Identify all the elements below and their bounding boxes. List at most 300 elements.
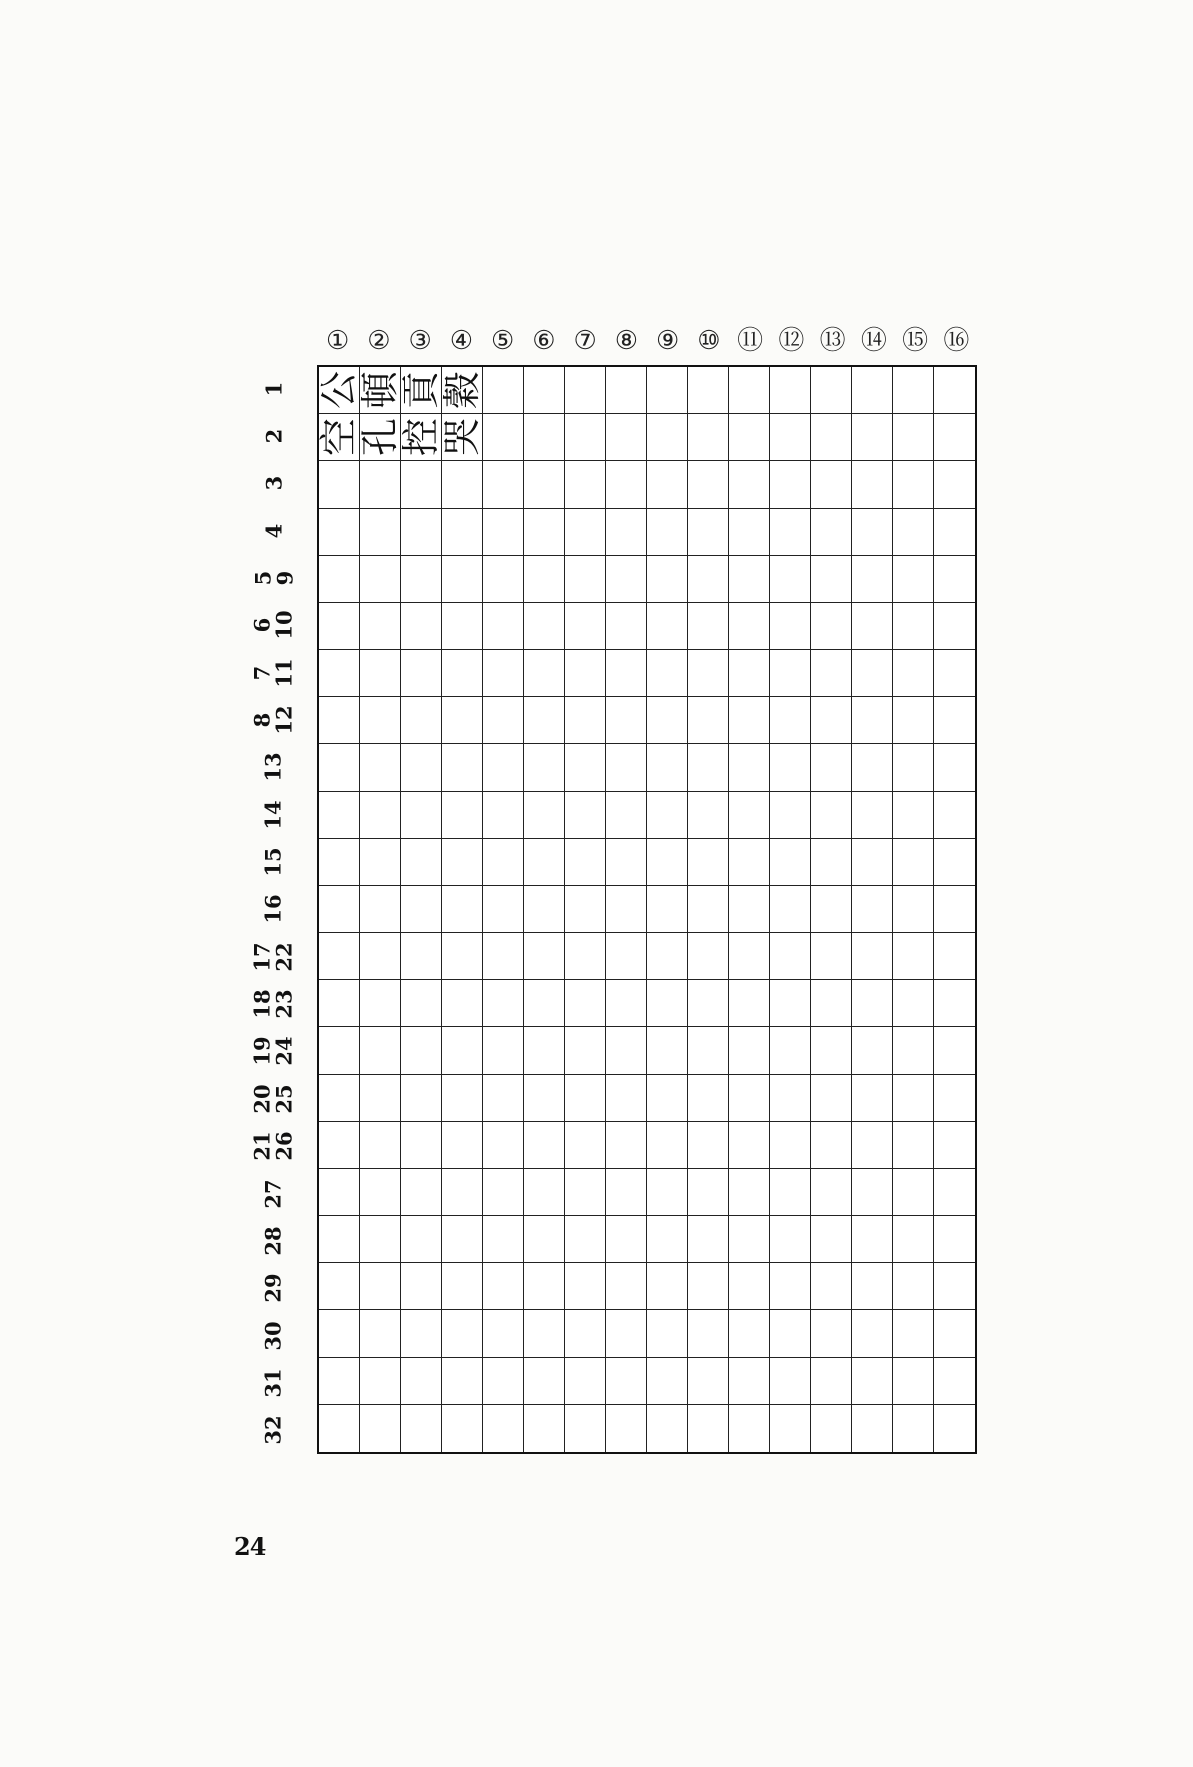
- grid-cell: [770, 1075, 811, 1122]
- grid-cell: [688, 697, 729, 744]
- grid-cell: [852, 886, 893, 933]
- grid-cell: [565, 367, 606, 414]
- grid-cell: [606, 1358, 647, 1405]
- grid-cell: [770, 839, 811, 886]
- grid-cell: [442, 839, 483, 886]
- grid-cell: [606, 414, 647, 461]
- grid-cell: [893, 603, 934, 650]
- grid-cell: [934, 1263, 975, 1310]
- column-header: ⑧: [614, 326, 639, 356]
- grid-cell: [360, 556, 401, 603]
- grid-cell: [688, 1358, 729, 1405]
- column-header: ⑩: [697, 326, 721, 356]
- grid-cell: [357, 367, 402, 414]
- grid-cell: [770, 886, 811, 933]
- grid-cell: [606, 1122, 647, 1169]
- row-label-number: 8: [249, 712, 275, 728]
- row-label-number: 32: [260, 1415, 286, 1445]
- grid-cell: [483, 1358, 524, 1405]
- row-label-number: 19: [249, 1036, 275, 1067]
- column-header: ⑥: [532, 326, 556, 356]
- grid-cell: [606, 461, 647, 508]
- grid-cell: [811, 461, 852, 508]
- grid-cell: [770, 1216, 811, 1263]
- grid-cell: [770, 1027, 811, 1074]
- grid-cell: [483, 461, 524, 508]
- grid-cell: [483, 1075, 524, 1122]
- page-number: 24: [234, 1532, 266, 1561]
- grid-cell: [729, 933, 770, 980]
- grid-cell: [319, 886, 360, 933]
- row-label: [246, 507, 302, 554]
- grid-cell: [360, 1122, 401, 1169]
- grid-cell: [401, 933, 442, 980]
- grid-cell: [688, 744, 729, 791]
- grid-cell: [811, 886, 852, 933]
- row-label-number: 26: [271, 1131, 297, 1161]
- grid-cell: [770, 556, 811, 603]
- grid-cell: [729, 792, 770, 839]
- grid-cell: [524, 1122, 565, 1169]
- grid-cell: [565, 1216, 606, 1263]
- row-label-number: 16: [260, 894, 286, 925]
- grid-cell: [319, 933, 360, 980]
- grid-cell: [483, 603, 524, 650]
- grid-cell: [934, 1027, 975, 1074]
- grid-cell: [319, 1122, 360, 1169]
- grid-cell: [442, 603, 483, 650]
- grid-cell: [852, 697, 893, 744]
- grid-cell: [483, 792, 524, 839]
- grid-cell: [483, 886, 524, 933]
- grid-cell: [524, 1405, 565, 1452]
- grid-cell: [852, 1405, 893, 1452]
- grid-cell: [442, 1263, 483, 1310]
- grid-cell: [934, 650, 975, 697]
- grid-cell: [565, 1169, 606, 1216]
- row-label-number: 25: [271, 1084, 297, 1114]
- grid-cell: [606, 980, 647, 1027]
- grid-cell: [852, 367, 893, 414]
- grid-cell: [319, 1027, 360, 1074]
- grid-cell: [688, 1310, 729, 1357]
- grid-cell: [688, 1122, 729, 1169]
- grid-cell: [442, 1216, 483, 1263]
- grid-cell: [442, 1075, 483, 1122]
- grid-cell: [442, 933, 483, 980]
- grid-cell: [729, 414, 770, 461]
- grid-cell: [442, 744, 483, 791]
- row-label: [246, 460, 302, 507]
- grid-cell: [360, 603, 401, 650]
- grid-cell: [483, 1216, 524, 1263]
- grid-cell: [934, 886, 975, 933]
- grid-cell: [319, 1169, 360, 1216]
- grid-cell: [852, 1169, 893, 1216]
- grid-cell: [565, 697, 606, 744]
- column-header: ⑮: [902, 326, 929, 356]
- grid-cell: [647, 1075, 688, 1122]
- grid-cell: [893, 1075, 934, 1122]
- row-label-number: 20: [249, 1084, 275, 1114]
- grid-cell: [524, 839, 565, 886]
- grid-cell: [524, 1075, 565, 1122]
- column-header: ③: [408, 326, 432, 356]
- column-header: ①: [325, 326, 350, 356]
- grid-cell: [893, 556, 934, 603]
- grid-cell: [401, 1027, 442, 1074]
- grid-cell: [688, 556, 729, 603]
- grid-cell: [606, 556, 647, 603]
- grid-cell: [524, 1027, 565, 1074]
- grid-cell: [852, 839, 893, 886]
- grid-cell: [442, 792, 483, 839]
- row-label: [246, 696, 302, 743]
- cell-character: 貢: [398, 371, 443, 410]
- grid-cell: [606, 697, 647, 744]
- grid-cell: [729, 650, 770, 697]
- grid-cell: [688, 1169, 729, 1216]
- grid-cell: [565, 1122, 606, 1169]
- grid-cell: [688, 933, 729, 980]
- grid-cell: [893, 839, 934, 886]
- row-label-number: 9: [272, 570, 297, 586]
- column-header: ⑯: [943, 326, 970, 356]
- grid-cell: [934, 1405, 975, 1452]
- grid-cell: [524, 980, 565, 1027]
- grid-cell: [565, 414, 606, 461]
- grid-cell: [811, 1216, 852, 1263]
- row-label-number: 4: [260, 523, 286, 539]
- grid-cell: [770, 509, 811, 556]
- grid-cell: [811, 1169, 852, 1216]
- row-label: [246, 1359, 302, 1406]
- grid-cell: [770, 461, 811, 508]
- grid-cell: [401, 792, 442, 839]
- grid-cell: [647, 509, 688, 556]
- grid-cell: [483, 980, 524, 1027]
- row-label: [246, 1123, 302, 1170]
- grid-cell: [360, 792, 401, 839]
- grid-cell: [524, 414, 565, 461]
- row-label: [246, 981, 302, 1028]
- grid-cell: [319, 1075, 360, 1122]
- grid-cell: [811, 367, 852, 414]
- grid-cell: [524, 792, 565, 839]
- grid-cell: [688, 839, 729, 886]
- grid-cell: [729, 839, 770, 886]
- grid-cell: [770, 1310, 811, 1357]
- grid-cell: [729, 1405, 770, 1452]
- grid-cell: [360, 697, 401, 744]
- grid-cell: [893, 461, 934, 508]
- grid-cell: [893, 697, 934, 744]
- grid-cell: [729, 1310, 770, 1357]
- grid-cell: [770, 792, 811, 839]
- grid-cell: [401, 744, 442, 791]
- row-label-number: 27: [260, 1178, 286, 1209]
- grid-cell: [360, 744, 401, 791]
- column-header: ⑪: [737, 326, 764, 356]
- grid-cell: [852, 1358, 893, 1405]
- grid-cell: [524, 650, 565, 697]
- row-label-number: 23: [271, 989, 297, 1019]
- grid-cell: [893, 1216, 934, 1263]
- row-label: [246, 838, 302, 885]
- grid-cell: [852, 1216, 893, 1263]
- grid-cell: [934, 603, 975, 650]
- grid-cell: [565, 1405, 606, 1452]
- grid-cell: [483, 556, 524, 603]
- grid-cell: [398, 367, 443, 414]
- grid-cell: [647, 1169, 688, 1216]
- grid-cell: [688, 1027, 729, 1074]
- grid-cell: [934, 367, 975, 414]
- grid-cell: [647, 1358, 688, 1405]
- grid-cell: [319, 650, 360, 697]
- grid-cell: [565, 1310, 606, 1357]
- grid-cell: [319, 792, 360, 839]
- grid-cell: [565, 1358, 606, 1405]
- grid-cell: [688, 1075, 729, 1122]
- grid-cell: [360, 980, 401, 1027]
- grid-cell: [647, 1027, 688, 1074]
- grid-cell: [688, 792, 729, 839]
- grid-cell: [606, 1405, 647, 1452]
- grid-cell: [401, 461, 442, 508]
- grid-cell: [357, 414, 402, 461]
- grid-cell: [360, 1075, 401, 1122]
- grid-cell: [688, 1263, 729, 1310]
- grid-cell: [688, 980, 729, 1027]
- grid-cell: [483, 1263, 524, 1310]
- grid-cell: [647, 792, 688, 839]
- grid-cell: [688, 650, 729, 697]
- grid-cell: [524, 1216, 565, 1263]
- grid-cell: [811, 1358, 852, 1405]
- row-label: [246, 1265, 302, 1312]
- grid-cell: [811, 556, 852, 603]
- grid-cell: [811, 1027, 852, 1074]
- grid-cell: [934, 980, 975, 1027]
- grid-cell: [401, 839, 442, 886]
- grid-cell: [401, 1405, 442, 1452]
- grid-cell: [770, 980, 811, 1027]
- grid-cell: [688, 1216, 729, 1263]
- column-header: ②: [367, 326, 391, 356]
- grid-cell: [770, 1169, 811, 1216]
- grid-cell: [647, 556, 688, 603]
- row-label-number: 10: [271, 610, 297, 641]
- row-label: [246, 791, 302, 838]
- grid-cell: [811, 744, 852, 791]
- grid-cell: [852, 933, 893, 980]
- grid-cell: [934, 1169, 975, 1216]
- grid-cell: [852, 1027, 893, 1074]
- grid-cell: [606, 650, 647, 697]
- row-label-number: 1: [260, 381, 286, 396]
- grid-cell: [606, 839, 647, 886]
- grid-cell: [319, 1405, 360, 1452]
- grid-cell: [524, 744, 565, 791]
- grid-cell: [770, 1263, 811, 1310]
- grid-cell: [770, 1358, 811, 1405]
- grid-cell: [893, 1169, 934, 1216]
- grid-cell: [893, 414, 934, 461]
- row-label-number: 21: [249, 1131, 275, 1161]
- grid-cell: [442, 509, 483, 556]
- grid-cell: [524, 603, 565, 650]
- grid-cell: [565, 792, 606, 839]
- grid-cell: [524, 509, 565, 556]
- grid-cell: [483, 1122, 524, 1169]
- grid-cell: [770, 1405, 811, 1452]
- grid-cell: [442, 1405, 483, 1452]
- grid-cell: [729, 556, 770, 603]
- grid-cell: [770, 367, 811, 414]
- grid-cell: [811, 933, 852, 980]
- grid-cell: [893, 980, 934, 1027]
- grid-cell: [524, 556, 565, 603]
- column-header: ⑦: [573, 326, 597, 356]
- row-label: [246, 602, 302, 649]
- row-label-number: 11: [271, 658, 297, 688]
- grid-cell: [729, 1169, 770, 1216]
- grid-cell: [647, 603, 688, 650]
- row-label-number: 30: [260, 1321, 286, 1351]
- grid-cell: [811, 1310, 852, 1357]
- grid-cell: [442, 980, 483, 1027]
- grid-cell: [770, 697, 811, 744]
- grid-cell: [319, 697, 360, 744]
- row-label: [246, 1028, 302, 1075]
- grid-cell: [811, 980, 852, 1027]
- grid-cell: [401, 603, 442, 650]
- grid-cell: [565, 839, 606, 886]
- grid-cell: [483, 933, 524, 980]
- grid-cell: [606, 1027, 647, 1074]
- grid-cell: [852, 1075, 893, 1122]
- grid-cell: [852, 1310, 893, 1357]
- grid-cell: [442, 556, 483, 603]
- row-label: [246, 933, 302, 980]
- grid-cell: [688, 367, 729, 414]
- grid-cell: [729, 509, 770, 556]
- grid-cell: [524, 367, 565, 414]
- grid-cell: [770, 744, 811, 791]
- column-header: ④: [449, 326, 474, 356]
- grid-cell: [401, 886, 442, 933]
- grid-cell: [811, 1075, 852, 1122]
- grid-cell: [934, 556, 975, 603]
- grid-cell: [442, 461, 483, 508]
- grid-cell: [893, 744, 934, 791]
- grid-cell: [483, 367, 524, 414]
- grid-cell: [811, 697, 852, 744]
- grid-cell: [893, 650, 934, 697]
- grid-cell: [934, 839, 975, 886]
- row-label: [246, 1217, 302, 1264]
- row-label-number: 12: [271, 705, 297, 735]
- grid-cell: [811, 1122, 852, 1169]
- grid-cell: [565, 744, 606, 791]
- grid-cell: [729, 603, 770, 650]
- grid-cell: [483, 1405, 524, 1452]
- grid-cell: [565, 1075, 606, 1122]
- grid-cell: [439, 367, 484, 414]
- column-header: ⑭: [860, 326, 887, 356]
- grid-cell: [934, 1216, 975, 1263]
- grid-cell: [688, 1405, 729, 1452]
- row-label-number: 28: [260, 1226, 286, 1256]
- grid-cell: [811, 414, 852, 461]
- grid-cell: [647, 1310, 688, 1357]
- grid-cell: [852, 792, 893, 839]
- column-header: ⑤: [490, 326, 515, 356]
- grid-cell: [934, 697, 975, 744]
- grid-cell: [319, 1310, 360, 1357]
- grid-cell: [401, 1310, 442, 1357]
- grid-cell: [360, 1216, 401, 1263]
- row-label-number: 6: [249, 618, 275, 633]
- grid-cell: [688, 414, 729, 461]
- grid-cell: [729, 980, 770, 1027]
- row-label-number: 3: [260, 476, 286, 491]
- grid-cell: [565, 1263, 606, 1310]
- grid-cell: [524, 886, 565, 933]
- grid-cell: [360, 933, 401, 980]
- answer-grid: [317, 365, 977, 1454]
- grid-cell: [319, 556, 360, 603]
- grid-cell: [729, 1263, 770, 1310]
- grid-cell: [565, 980, 606, 1027]
- grid-cell: [852, 509, 893, 556]
- grid-cell: [606, 603, 647, 650]
- grid-cell: [647, 933, 688, 980]
- grid-cell: [565, 933, 606, 980]
- grid-cell: [893, 509, 934, 556]
- row-label: [246, 1312, 302, 1359]
- grid-cell: [401, 1169, 442, 1216]
- grid-cell: [319, 980, 360, 1027]
- grid-cell: [647, 650, 688, 697]
- grid-cell: [524, 1169, 565, 1216]
- grid-cell: [319, 1216, 360, 1263]
- grid-cell: [934, 509, 975, 556]
- row-label-number: 18: [249, 989, 275, 1019]
- grid-cell: [442, 1122, 483, 1169]
- grid-cell: [360, 1358, 401, 1405]
- row-label-number: 13: [260, 752, 286, 783]
- row-label-number: 29: [260, 1273, 286, 1303]
- grid-cell: [319, 603, 360, 650]
- column-header: ⑫: [778, 326, 805, 356]
- grid-cell: [565, 1027, 606, 1074]
- cell-character: 公: [316, 371, 361, 410]
- grid-cell: [606, 367, 647, 414]
- grid-cell: [770, 603, 811, 650]
- grid-cell: [401, 1263, 442, 1310]
- grid-cell: [852, 1122, 893, 1169]
- grid-cell: [483, 1169, 524, 1216]
- row-label-number: 24: [271, 1036, 297, 1067]
- grid-cell: [401, 509, 442, 556]
- grid-cell: [729, 461, 770, 508]
- grid-cell: [934, 1075, 975, 1122]
- grid-cell: [729, 1216, 770, 1263]
- row-label-number: 5: [249, 570, 275, 586]
- grid-cell: [893, 1310, 934, 1357]
